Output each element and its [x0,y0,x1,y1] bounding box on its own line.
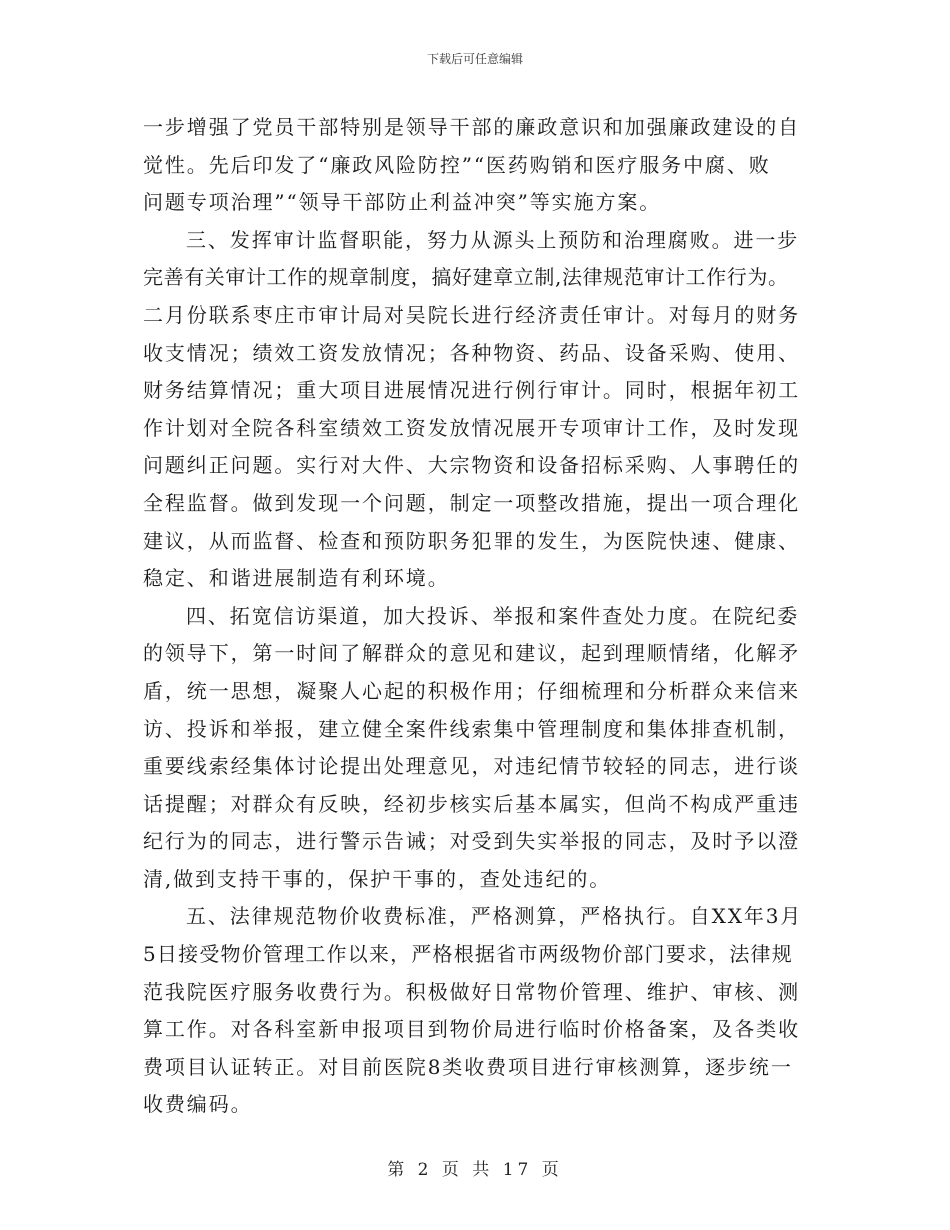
text-line: 问题纠正问题。实行对大件、大宗物资和设备招标采购、人事聘任的 [143,453,800,478]
text-line: 的领导下，第一时间了解群众的意见和建议，起到理顺情绪，化解矛 [143,641,800,666]
text-line: 话提醒；对群众有反映，经初步核实后基本属实，但尚不构成严重违 [143,791,800,816]
page-header-note: 下载后可任意编辑 [426,52,523,66]
text-line: 费项目认证转正。对目前医院8类收费项目进行审核测算，逐步统一 [143,1054,793,1079]
text-line: 5日接受物价管理工作以来，严格根据省市两级物价部门要求，法律规 [143,942,793,967]
text-line: 算工作。对各科室新申报项目到物价局进行临时价格备案，及各类收 [143,1017,800,1042]
text-line: 问题专项治理”“领导干部防止利益冲突”等实施方案。 [143,190,662,215]
text-line: 一步增强了党员干部特别是领导干部的廉政意识和加强廉政建设的自 [143,115,800,139]
text-line: 二月份联系枣庄市审计局对吴院长进行经济责任审计。对每月的财务 [143,302,800,327]
text-line: 觉性。先后印发了“廉政风险防控”“医药购销和医疗服务中腐、败 [143,152,771,177]
document-body [143,109,833,1124]
text-line: 财务结算情况；重大项目进展情况进行例行审计。同时，根据年初工 [143,378,800,403]
text-line: 范我院医疗服务收费行为。积极做好日常物价管理、维护、审核、测 [143,979,800,1004]
section-five-heading-line: 五、法律规范物价收费标准，严格测算，严格执行。自XX年3月 [186,904,803,929]
section-four-heading-line: 四、拓宽信访渠道，加大投诉、举报和案件查处力度。在院纪委 [186,603,800,628]
text-line: 清,做到支持干事的，保护干事的，查处违纪的。 [143,866,612,891]
text-line: 收支情况；绩效工资发放情况；各种物资、药品、设备采购、使用、 [143,340,800,365]
text-line: 全程监督。做到发现一个问题，制定一项整改措施，提出一项合理化 [143,490,800,515]
page-number-footer: 第 2 页 共 17 页 [387,1160,563,1180]
text-line: 稳定、和谐进展制造有利环境。 [143,566,450,591]
text-line: 纪行为的同志，进行警示告诫；对受到失实举报的同志，及时予以澄 [143,829,800,854]
text-line: 完善有关审计工作的规章制度，搞好建章立制,法律规范审计工作行为。 [143,265,789,290]
section-three-heading-line: 三、发挥审计监督职能，努力从源头上预防和治理腐败。进一步 [186,227,800,252]
text-line: 收费编码。 [143,1092,253,1117]
text-line: 重要线索经集体讨论提出处理意见，对违纪情节较轻的同志，进行谈 [143,754,800,779]
text-line: 建议，从而监督、检查和预防职务犯罪的发生，为医院快速、健康、 [143,528,800,553]
text-line: 访、投诉和举报，建立健全案件线索集中管理制度和集体排查机制， [143,716,800,741]
text-line: 作计划对全院各科室绩效工资发放情况展开专项审计工作，及时发现 [143,415,800,440]
text-line: 盾，统一思想，凝聚人心起的积极作用；仔细梳理和分析群众来信来 [143,678,800,703]
